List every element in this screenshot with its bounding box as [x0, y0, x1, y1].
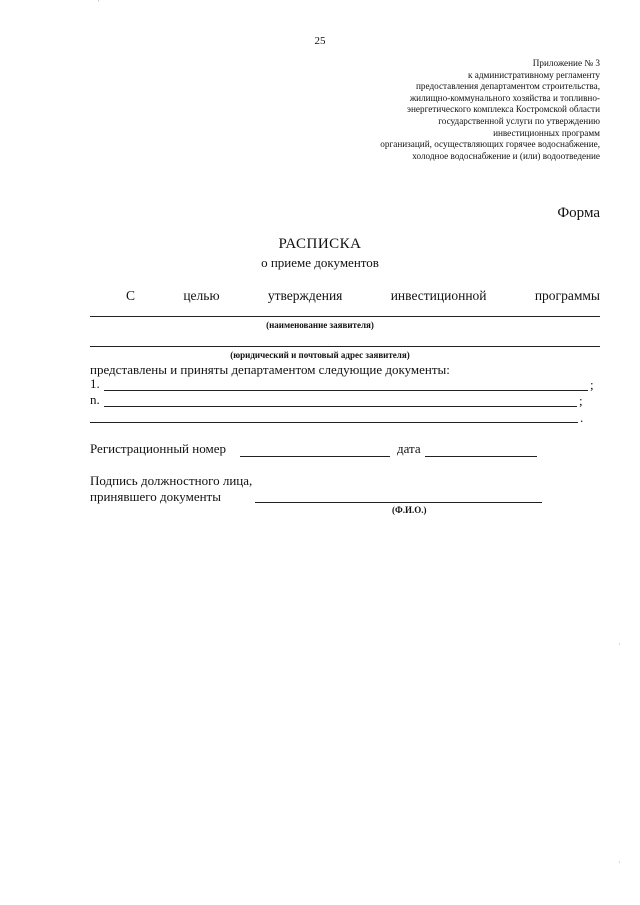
doc-item-1-semicolon: ; [590, 377, 594, 392]
appendix-line: энергетического комплекса Костромской области [407, 104, 600, 115]
applicant-address-caption: (юридический и почтовый адрес заявителя) [230, 350, 410, 360]
applicant-address-field[interactable] [90, 346, 600, 347]
signature-label-line2: принявшего документы [90, 489, 221, 504]
date-field[interactable] [425, 456, 537, 457]
page-number: 25 [314, 35, 326, 47]
doc-item-number: 1. [90, 376, 100, 391]
purpose-word: С [126, 288, 136, 303]
scan-mark: ' [98, 0, 100, 7]
appendix-line: организаций, осуществляющих горячее водоснабжение, [380, 139, 600, 150]
registration-label: Регистрационный номер [90, 441, 226, 456]
doc-item-n-field[interactable] [104, 406, 577, 407]
doc-item-extra-field[interactable] [90, 422, 578, 423]
appendix-line: предоставления департаментом строительства, [415, 81, 600, 92]
purpose-line [126, 288, 600, 304]
applicant-name-caption: (наименование заявителя) [266, 320, 374, 330]
documents-intro: представлены и приняты департаментом следующие документы: [90, 362, 450, 377]
date-label: дата [397, 441, 421, 456]
fio-caption: (Ф.И.О.) [392, 505, 427, 515]
appendix-line: инвестиционных программ [493, 127, 600, 138]
appendix-header [300, 58, 600, 162]
doc-list-period: . [580, 410, 584, 425]
purpose-word: программы [534, 288, 600, 303]
document-title: РАСПИСКА [278, 236, 362, 252]
appendix-line: к административному регламенту [468, 69, 600, 80]
appendix-line: государственной услуги по утверждению [438, 115, 600, 126]
doc-item-1-field[interactable] [104, 390, 588, 391]
doc-item-number: n. [90, 392, 100, 407]
signature-label-line1: Подпись должностного лица, [90, 473, 253, 488]
applicant-name-field[interactable] [90, 316, 600, 317]
scan-mark: · [618, 858, 621, 867]
scan-mark: · [618, 640, 621, 649]
doc-item-n-semicolon: ; [579, 393, 583, 408]
form-label: Форма [557, 205, 600, 221]
signature-field[interactable] [255, 502, 542, 503]
registration-number-field[interactable] [240, 456, 390, 457]
purpose-word: утверждения [267, 288, 343, 303]
appendix-line: холодное водоснабжение и (или) водоотведение [412, 150, 600, 161]
purpose-word: целью [183, 288, 220, 303]
document-subtitle: о приеме документов [261, 255, 379, 270]
purpose-word: инвестиционной [390, 288, 487, 303]
appendix-line: жилищно-коммунального хозяйства и топливно- [409, 92, 600, 103]
appendix-line: Приложение № 3 [532, 58, 600, 68]
